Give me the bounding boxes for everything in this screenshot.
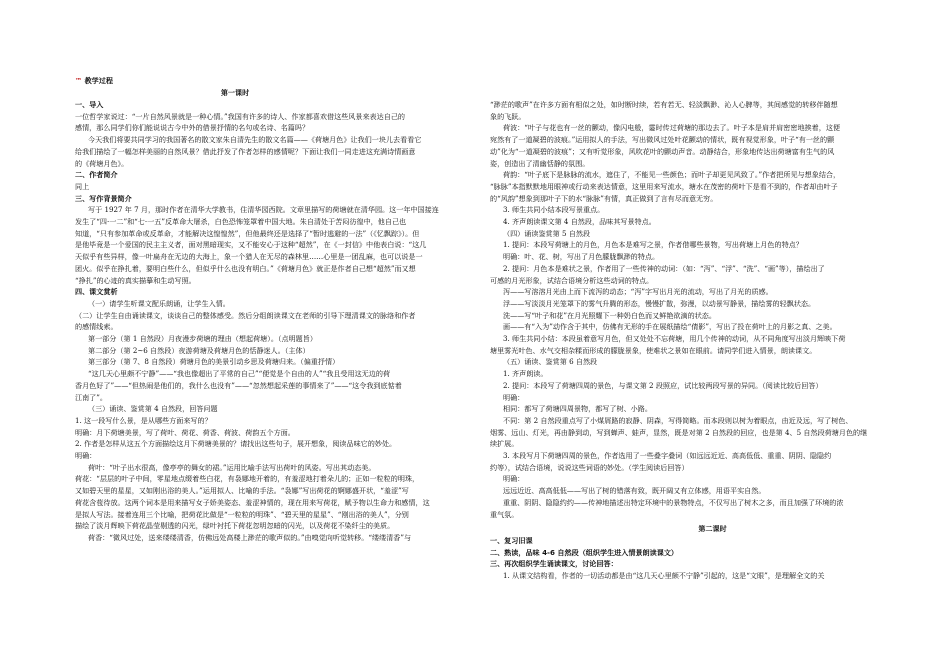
left-text-line: 今天我们将要共同学习的我国著名的散文家朱自清先生的散文名篇——《荷塘月色》让我们一块儿去看看它 [88,135,422,145]
right-text-line: 明确： [503,392,525,402]
right-text-line: 明确： [503,474,525,484]
left-text-line: 明确： [75,451,97,460]
left-text-line: 描绘了淡月辉映下荷花晶莹剔透的闪光，绿叶衬托下荷花忽明忽暗的闪光，以及荷花不染纤尘的美质。 [75,521,395,531]
left-text-line: （三）诵读、鉴赏第 4 自然段，回答问题 [88,404,218,414]
left-text-line: “挣扎”的心迹的真实描摹和生动写照。 [75,275,196,285]
right-text-line: 象的飞跃。 [490,111,526,121]
right-text-line: 荷波：“叶子与花也有一丝的颤动，像闪电般，霎时传过荷塘的那边去了。叶子本是肩并肩密密地挨着，这便 [503,123,841,133]
left-text-line: 第一部分（第 1 自然段）月夜漫步荷塘的理由（想起荷塘）。（点明题旨） [88,334,317,343]
right-text-line: 不同：第 2 自然段重点写了小煤屑路的寂静、阴森，写得简略。而本段则以树为着眼点，由近及远，写了树色、 [503,415,853,425]
right-text-line: 明确：叶、花、树，写出了月色朦胧飘渺的特点。 [503,252,660,262]
left-text-line: 荷花含苞待放。这两个词本是用来描写女子娇美姿态、羞涩神情的，现在用来写荷花，赋予物以生命力和感情，这 [75,497,430,507]
left-text-line: 给我们描绘了一幅怎样美丽的自然风景？借此抒发了作者怎样的感情呢？下面让我们一同走进这充满诗情画意 [75,146,416,156]
right-text-line: 荷韵：“叶子底下是脉脉的流水，遮住了，不能见一些颜色；而叶子却更见风致了。”作者把所见与想象结合， [503,170,841,180]
left-text-line: 1. 这一段写什么景，是从哪些方面来写的？ [75,415,212,425]
left-text-line: 发生了“四·一二”和“七·一五”反革命大屠杀，白色恐怖笼罩着中国大地。朱自清处于苦闷彷徨中，他自己也 [75,217,407,226]
right-text-line: 二、熟读，品味 4-6 自然段（组织学生进入情景朗读课文） [490,547,679,557]
left-text-line: 第三部分（第 7、8 自然段）荷塘月色的美景引动乡思及荷塘归来。（偏重抒情） [88,357,340,367]
right-text-line: 4. 齐声朗读课文第 4 自然段，品味其写景特点。 [503,217,656,226]
right-text-line: 约等），试结合语境，说说这些词语的妙处。（学生阅读后回答） [490,462,689,472]
left-text-line: 荷香：“微风过处，送来缕缕清香，仿佛远处高楼上渺茫的歌声似的。”由嗅觉向听觉转移。“缕缕清香”与 [88,532,412,542]
right-text-line: 三、再次组织学生诵读课文，讨论回答： [490,559,618,569]
heading-label: 教学过程 [84,76,113,85]
left-text-line: 2. 作者是怎样从这五个方面描绘这月下荷塘美景的？请找出这些句子，展开想象，阅读品味它的妙处。 [75,439,397,449]
left-text-line: 感情，那么同学们你们能说说古今中外的借景抒情的名句或名诗、名篇吗？ [75,123,310,133]
left-text-line: 是他毕竟是一个爱国的民主主义者，面对黑暗现实，又不能安心于这种“超然”，在《一封信》中他表白说：“这几 [75,240,427,250]
left-text-line: 二、作者简介 [75,170,118,180]
left-text-line: 知道，“只有参加革命或反革命，才能解决这惶惶然”，但他最终还是选择了“暂时逃避的一法”（《忆飘踪》）。但 [75,228,420,238]
right-text-line: 浮——写淡淡月光笼罩下的雾气升腾的形态，慢慢扩散，弥漫，以动景写静景，描绘雾的轻飘状态。 [503,298,816,308]
right-text-line: 1. 提问：本段写荷塘上的月色，月色本是难写之景，作者借哪些景物，写出荷塘上月色的特点？ [503,240,803,250]
right-text-line: 3. 本段写月下荷塘四周的景色，作者选用了一些叠字叠词（如远远近近、高高低低、重重、阴阴、隐隐约 [503,451,832,460]
right-text-line: 烟雾、远山、灯光，再由静到动，写到蝉声、蛙声，显然，既是对第 2 自然段的回应，也是第 4、5 自然段荷塘月色的继 [490,427,868,437]
left-text-line: 天似乎有些异样，像一叶扁舟在无边的大海上，象一个猎人在无尽的森林里……心里是一团乱麻，也可以说是一 [75,252,423,262]
right-column [475,0,950,672]
lesson-title-2: 第二课时 [698,524,727,533]
right-text-line: 相同：都写了荷塘四周景物，都写了树、小路。 [503,404,652,414]
right-text-line: 画——有“入为”动作含于其中，仿佛有无形的手在展纸描绘“倩影”，写出了投在荷叶上的月影之真、之美。 [503,322,837,332]
right-text-line: 的“风韵”想象到那叶子下的水“脉脉”有情，真正做到了言有尽而意无穷。 [490,193,718,203]
left-text-line: 香月色好了”——“但热闹是他们的，我什么也没有”——“忽然想起采莲的事情来了”——“这令我到底惦着 [75,380,402,390]
right-text-line: 动”化为“一道凝碧的波痕”；又有听觉形象，风吹花叶的颤动声音。动静结合，形象地传达出荷塘富有生气的风 [490,146,835,156]
left-text-line: “这几天心里颇不宁静”——“我也像超出了平常的自己”“便觉是个自由的人”“我且受用这无边的荷 [88,369,391,379]
left-text-line: 同上 [75,181,90,191]
right-text-line: （五）诵读、鉴赏第 6 自然段 [503,357,598,367]
right-text-line: 可感的月光形象，试结合语境分析这些动词的特点。 [490,275,654,285]
right-text-line: 3. 师生共同小结：本段虽着意写月色，但又处处不忘荷塘，用几个传神的动词，从不同角度写出淡月辉映下荷 [503,334,846,343]
right-text-line: 塘里雾光叶色、水气交相杂糅而形成的朦胧景象，使难状之景如在眼前。请同学们进入情景，朗读课文。 [490,345,817,355]
right-text-line: “脉脉”本指默默地用眼神或行动来表达情意，这里用来写流水，塘水在茂密的荷叶下是看不到的，作者却由叶子 [490,181,838,191]
right-text-line: 泻——写溶溶月光由上而下流泻的动态；“泻”字写出月光的流动，写出了月光的质感。 [503,287,773,297]
left-text-line: （一）请学生听课文配乐朗诵，让学生入情。 [88,298,230,308]
right-text-line: 重气氛。 [490,509,519,519]
right-text-line: 洗——写“叶子和花”在月光照耀下一种奶白色而又鲜艳欲滴的状态。 [503,310,716,320]
right-text-line: 2. 提问：月色本是难状之景，作者用了一些传神的动词：（如：“泻”、“浮”、“洗”、“画”等），描绘出了 [503,263,825,273]
left-text-line: 写于 1927 年 7 月，那时作者在清华大学教书，住清华园西院。文章里描写的荷塘就在清华园。这一年中国接连 [88,205,439,215]
right-text-line: “渺茫的歌声”在许多方面有相似之处，如时断时续，若有若无、轻淡飘渺、沁人心脾等，其间感觉的转移伴随想 [490,100,838,109]
left-text-line: 的感情线索。 [75,322,118,332]
left-text-line: 荷叶：“叶子出水很高，像亭亭的舞女的裙。”运用比喻手法写出荷叶的风姿。写出其动态美。 [88,462,376,472]
left-text-line: 荷花：“层层的叶子中间，零星地点缀着些白花，有袅娜地开着的，有羞涩地打着朵儿的；正如一粒粒的明珠， [75,474,420,484]
right-text-line: 姿，创造出了清幽恬静的氛围。 [490,158,590,168]
left-text-line: 又如碧天里的星星，又如刚出浴的美人。”运用拟人、比喻的手法。“袅娜”写出荷花的婀娜盛开状，“羞涩”写 [75,486,409,496]
right-text-line: 续扩展。 [490,439,519,449]
left-text-line: 团火。似乎在挣扎着，要明白些什么，但似乎什么也没有明白。”《荷塘月色》就正是作者自己想“超然”而又想 [75,263,416,273]
right-text-line: 1. 从课文结构看，作者的一切活动都是由“这几天心里颇不宁静”引起的，这是“文眼”，是理解全文的关 [503,571,825,581]
lesson-title-1: 第一课时 [220,88,250,97]
right-text-line: 宛然有了一道凝碧的波痕。”运用拟人的手法，写出微风过处叶花颤动的情状，既有视觉形象，叶子“有一丝的颤 [490,135,835,145]
left-text-line: 一、导入 [75,100,104,109]
right-text-line: 重重、阴阴、隐隐约约——传神地描述出特定环境中的景物特点，不仅写出了树木之多，而且加强了环境的浓 [503,497,844,507]
left-text-line: 是拟人写法。接着连用三个比喻，把荷花比做是“一粒粒的明珠”、“碧天里的星星”、“刚出浴的美人”，分别 [75,509,409,519]
right-text-line: 一、复习旧课 [490,536,533,545]
right-text-line: 1. 齐声朗读。 [503,369,548,379]
heading-prefix: ™ [75,76,83,85]
left-text-line: 的《荷塘月色》。 [75,158,129,168]
left-text-line: 第二部分（第 2~6 自然段）夜游荷塘及荷塘月色的恬静迷人。（主体） [88,345,310,355]
section-heading [75,76,113,85]
right-text-line: 2. 提问：本段写了荷塘四周的景色，与课文第 2 段照应，试比较两段写景的异同。（阅读比较后回答） [503,380,823,390]
left-text-line: 三、写作背景简介 [75,193,132,203]
left-column [0,0,470,672]
right-text-line: （四）诵读鉴赏第 5 自然段 [503,228,591,238]
left-text-line: 四、课文赏析 [75,287,118,297]
right-text-line: 3. 师生共同小结本段写景重点。 [503,205,605,215]
left-text-line: 一位哲学家说过：“一片自然风景就是一种心情。”我国有许多的诗人、作家都喜欢借这些风景来表达自己的 [75,111,406,121]
right-text-line: 远远近近、高高低低——写出了树的错落有致，既开阔又有立体感，用语平实自然。 [503,486,766,496]
left-text-line: 江南了”。 [75,392,108,402]
left-text-line: 明确：月下荷塘美景，写了荷叶、荷花、荷香、荷波、荷韵五个方面。 [75,427,295,437]
left-text-line: （二）让学生自由诵读课文，谈谈自己的整体感受。然后分组朗读课文在老师的引导下理清课文的脉络和作者 [75,310,416,320]
